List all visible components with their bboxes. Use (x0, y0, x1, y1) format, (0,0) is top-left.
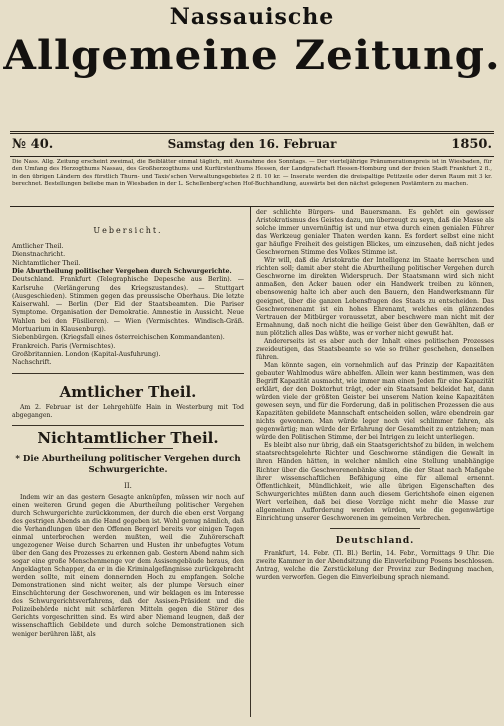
article-paragraph: Wir will, daß die Aristokratie der Intelligenz im Staate herrschen und richten soll; damit aber steht die Aburtheilung politischer Vergehen durch Geschworne im direkten Widerspruch. Der Staatsmann wird sich nicht anmaßen, den Acker bauen oder ein Handwerk treiben zu können, ebensowenig halte ich aber auch den Bauern, den Handwerksmann für geeignet, über die ganzen Lebensfragen des Staats zu entscheiden. Das Geschworenenamt ist ein hohes Ehrenamt, welches ein glänzendes Vertrauen der Mitbürger voraussetzt, aber beschwere man nicht mit der Ermahnung, daß noch nicht die heilige Geist über den Gewählten, daß er nun plötzlich alles Das wüßte, was er vorher nicht gewußt hat. (256, 257, 494, 337)
divider (10, 156, 494, 157)
overview-item: Amtlicher Theil. (12, 243, 64, 251)
issue-date: Samstag den 16. Februar (167, 137, 337, 151)
overview-item: Nachschrift. (12, 359, 52, 367)
article-part-number: II. (124, 481, 132, 490)
right-column (256, 209, 494, 582)
overview-item: Nichtamtlicher Theil. (12, 259, 81, 267)
deutschland-heading: Deutschland. (335, 535, 415, 546)
article-body: Indem wir an das gestern Gesagte anknüpfen, müssen wir noch auf einen weiteren Grund gegen die Aburtheilung politischer Vergehen durch Schwurgerichte zurückkommen, der durch die eben erst Vorgang des gestrigen Abends an die Hand gegeben ist. Wohl genug nämlich, daß die Verhandlungen über den Offenen Bergerl bereits vor einigen Tagen einmal unterbrochen werden mußten, weil die Zuhörerschaft ungezogener Weise durch Scharren und Husten ihr unbefugtes Votum über den Gang des Prozesses zu erkennen gab. Gestern Abend nahm sich sogar eine große Menschenmenge vor dem Assisengebäude heraus, den Angeklagten Schapper, da er in die Kriminalgefängnisse zurückgebracht werden sollte, mit einem donnernden Hoch zu empfangen. Solche Demonstrationen sind nicht weiter, als der plumpe Versuch einer Einschüchterung der Geschworenen, und wir beklagen es im Interesse des Schwurgerichtsverfahrens, daß der Assisen-Präsident und die Polizeibehörde nicht mit schärferen Mitteln gegen die Störer des Gerichts vorgeschritten sind. Es wird aber Niemand leugnen, daß der wissenschaftlich Gebildete und durch solche Demonstrationen sich weniger berühren läßt, als (12, 493, 244, 638)
article-body-continued: der schlichte Bürgers- und Bauersmann. Es gehört ein gewisser Aristokratismus des Geistes dazu, um überzeugt zu seyn, daß die Masse als solche immer unvernünftig ist und nur etwa durch einen genialen Führer das Werkzeug genialer Thaten werden kann. Es fordert selbst eine nicht gar häufige Freiheit des geistigen Blickes, um einzusehen, daß nicht jedes Geschwornen Stimme des Volkes Stimme ist. (256, 209, 494, 257)
official-section-heading: Amtlicher Theil. (59, 382, 197, 401)
news-item: Frankfurt, 14. Febr. (Tl. Bl.) Berlin, 14. Febr., Vormittags 9 Uhr. Die zweite Kammer in der Abendsitzung die Einverleibung Posens beschlossen. Antrag, welche die Zerstückelung der Provinz zur Bedingung machen, wurden verworfen. Gegen die Einverleibung sprach niemand. (256, 549, 494, 582)
nonofficial-section-heading: Nichtamtlicher Theil. (37, 428, 219, 447)
divider (12, 425, 244, 426)
article-paragraph: Man könnte sagen, ein vornehmlich auf das Prinzip der Kapazitäten gebauter Wahlmodus wäre abhelfen. Allein wer kann bestimmen, was den Begriff Kapazität ausmacht, wie immer man einen Jeden für eine Kapazität erklärt, der den Doktorhut trägt, oder ein Staatsamt bekleidet hat, dann würden viele der größten Geister bei unserem Nation keine Kapazitäten gewesen seyn, und für die Forderung, daß in politischen Prozessen die aus Kapazitäten gebildete Mannschaft entscheiden sollen, wäre ebendrein gar nichts gewonnen. Man würde leger noch viel schlimmer fahren, als gegenwärtig; man würde der Erfahrung der Gesamtheit zu entziehen; man würde den Politischen Stimme, der bei Intrigen zu leicht unterliegen. (256, 361, 494, 442)
masthead-line1: Nassauische (169, 4, 335, 30)
overview-heading: Uebersicht. (93, 226, 163, 235)
overview-item: Deutschland. Frankfurt (Telegraphische Depesche aus Berlin). — Karlsruhe (Verlängerung des Kriegszustandes). — Stuttgart (Ausgeschieden). Stimmen gegen das preussische Oberhaus. Die letzte Kaiserwahl. — Berlin (Der Eid der Staatsbeamten. Die Pariser Symptome. Organisation der Demokratie. Amnestie in Aussicht. Neue Wahlen bei den Füsilieren). — Wien (Vermischtes. Windisch-Gräß. Mortuarium in Klausenburg). (12, 276, 244, 334)
divider (12, 373, 244, 374)
official-notice: Am 2. Februar ist der Lehrgehülfe Hain in Westerburg mit Tod abgegangen. (12, 403, 244, 419)
divider (10, 206, 494, 207)
overview-item: Großbritannien. London (Kapital-Ausfuhrung). (12, 350, 161, 358)
dateline (12, 137, 492, 155)
issue-number: № 40. (12, 137, 54, 152)
overview-item: Frankreich. Paris (Vermischtes). (12, 342, 116, 350)
divider (83, 448, 173, 449)
overview-item: Die Aburtheilung politischer Vergehen durch Schwurgerichte. (12, 267, 232, 275)
article-title: * Die Aburtheilung politischer Vergehen durch Schwurgerichte. (15, 453, 241, 475)
article-paragraph: Es bleibt also nur übrig, daß ein Staatsgerichtshof zu bilden, in welchem staatsrechtsgelehrte Richter und Geschworne ständigen die Gewalt in ihren Händen hätten, in welcher nämlich eine Stellung unabhängige Richter über die Geschworenenbänke sitzen, die der Staat nach Maßgabe ihrer wissenschaftlichen Befähigung eine für allemal ernennt. Öffentlichkeit, Mündlichkeit, wie alle übrigen Eigenschaften des Schwurgerichtes müßten dann auch diesem Gerichtshofe einen eigenen Wert verleihen, daß bei diese Vorzüge nicht mehr die Masse zur allgemeinen Aufforderung werden würden, wie die gegenwärtige Einrichtung unserer Geschworenen im gemeinen Verbrechen. (256, 442, 494, 522)
article-paragraph: Andererseits ist es aber auch der Inhalt eines politischen Prozesses zweideutigen, das Staatsbeamte so wie so früher geschehen, denselben führen. (256, 337, 494, 361)
divider (330, 528, 420, 529)
issue-year: 1850. (451, 137, 492, 152)
overview-list (12, 243, 244, 367)
left-column (12, 209, 244, 639)
divider (10, 133, 494, 134)
column-divider (250, 207, 251, 717)
masthead-title: Allgemeine Zeitung. (3, 32, 501, 79)
overview-item: Dienstnachricht. (12, 251, 66, 259)
subscription-notice: Die Nass. Allg. Zeitung erscheint zweimal, die Beiblätter einmal täglich, mit Ausnahme des Sonntags. — Der vierteljährige Pränumerationspreis ist in Wiesbaden, für den Umfang des Herzogthums Nassau, des Großherzogthums und Kurfürstenthums Hessen, der Landgrafschaft Hessen-Homburg und der freien Stadt Frankfurt 2 fl., in den übrigen Ländern des fürstlich Thurn- und Taxis'schen Verwaltungsgebietes 2 fl. 10 kr. — Inserate werden die dreispaltige Petitzeile oder deren Raum mit 3 kr. berechnet. Bestellungen beliebe man in Wiesbaden in der L. Schellenberg'schen Hof-Buchhandlung, auswärts bei den nächst gelegenen Postämtern zu machen. (12, 159, 492, 187)
masthead (0, 4, 504, 80)
overview-item: Siebenbürgen. (Kriegsfall eines österreichischen Kommandanten). (12, 334, 225, 342)
divider (10, 131, 494, 132)
